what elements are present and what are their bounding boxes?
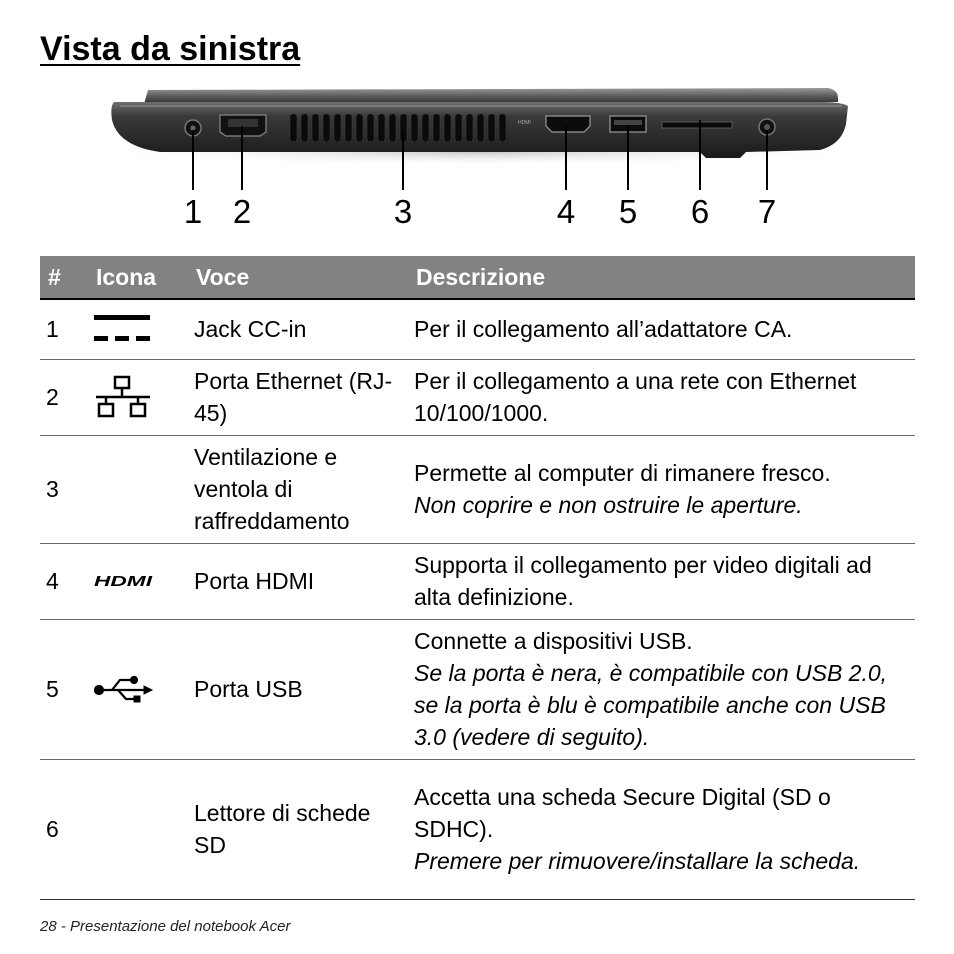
callout-number: 4	[556, 193, 576, 230]
table-row	[40, 543, 915, 619]
usb-icon	[94, 674, 154, 704]
row-number: 6	[40, 759, 88, 899]
header-number: #	[40, 256, 88, 299]
ethernet-icon	[94, 375, 152, 419]
ports-table	[40, 256, 915, 900]
row-icon-cell	[88, 619, 188, 759]
description-text: Accetta una scheda Secure Digital (SD o SDHC).	[414, 784, 831, 842]
dc-in-icon	[94, 312, 152, 346]
row-icon-cell	[88, 359, 188, 435]
row-description	[408, 619, 915, 759]
row-description	[408, 299, 915, 359]
row-description	[408, 435, 915, 543]
table-row	[40, 299, 915, 359]
row-item: Porta USB	[188, 619, 408, 759]
row-number: 2	[40, 359, 88, 435]
hdmi-port	[546, 116, 590, 132]
laptop-lid	[144, 88, 838, 104]
callout-number: 5	[618, 193, 638, 230]
header-item: Voce	[188, 256, 408, 299]
table-row	[40, 759, 915, 899]
row-number: 4	[40, 543, 88, 619]
row-description	[408, 359, 915, 435]
row-number: 5	[40, 619, 88, 759]
row-icon-cell	[88, 299, 188, 359]
description-text: Per il collegamento a una rete con Ethernet 10/100/1000.	[414, 368, 857, 426]
row-number: 3	[40, 435, 88, 543]
table-row	[40, 359, 915, 435]
row-description	[408, 759, 915, 899]
callout-number: 1	[183, 193, 203, 230]
page-footer: 28 - Presentazione del notebook Acer	[40, 918, 291, 935]
row-item: Porta HDMI	[188, 543, 408, 619]
hdmi-port-label: HDMI	[518, 120, 531, 126]
callout-number: 6	[690, 193, 710, 230]
description-note: Se la porta è nera, è compatibile con USB 2.0, se la porta è blu è compatibile anche con USB 3.0 (vedere di seguito).	[414, 660, 888, 750]
callout-number: 7	[757, 193, 777, 230]
row-number: 1	[40, 299, 88, 359]
row-item: Lettore di schede SD	[188, 759, 408, 899]
table-row	[40, 619, 915, 759]
page-title: Vista da sinistra	[40, 30, 301, 68]
callout-number: 3	[393, 193, 413, 230]
laptop-left-side-illustration	[100, 80, 860, 240]
description-text: Permette al computer di rimanere fresco.	[414, 460, 831, 486]
row-icon-cell	[88, 435, 188, 543]
row-icon-cell	[88, 759, 188, 899]
table-row	[40, 435, 915, 543]
description-text: Connette a dispositivi USB.	[414, 628, 693, 654]
header-description: Descrizione	[408, 256, 915, 299]
svg-text:HDMI: HDMI	[94, 573, 154, 589]
description-text: Supporta il collegamento per video digitali ad alta definizione.	[414, 552, 872, 610]
hdmi-icon	[94, 573, 154, 589]
row-item: Porta Ethernet (RJ-45)	[188, 359, 408, 435]
header-icon: Icona	[88, 256, 188, 299]
description-text: Per il collegamento all’adattatore CA.	[414, 316, 793, 343]
row-item: Jack CC-in	[188, 299, 408, 359]
row-item: Ventilazione e ventola di raffreddamento	[188, 435, 408, 543]
description-note: Non coprire e non ostruire le aperture.	[414, 492, 803, 518]
table-header-row	[40, 256, 915, 299]
description-note: Premere per rimuovere/installare la scheda.	[414, 848, 861, 874]
callout-number: 2	[232, 193, 252, 230]
row-description	[408, 543, 915, 619]
sd-card-slot	[662, 122, 732, 128]
row-icon-cell	[88, 543, 188, 619]
